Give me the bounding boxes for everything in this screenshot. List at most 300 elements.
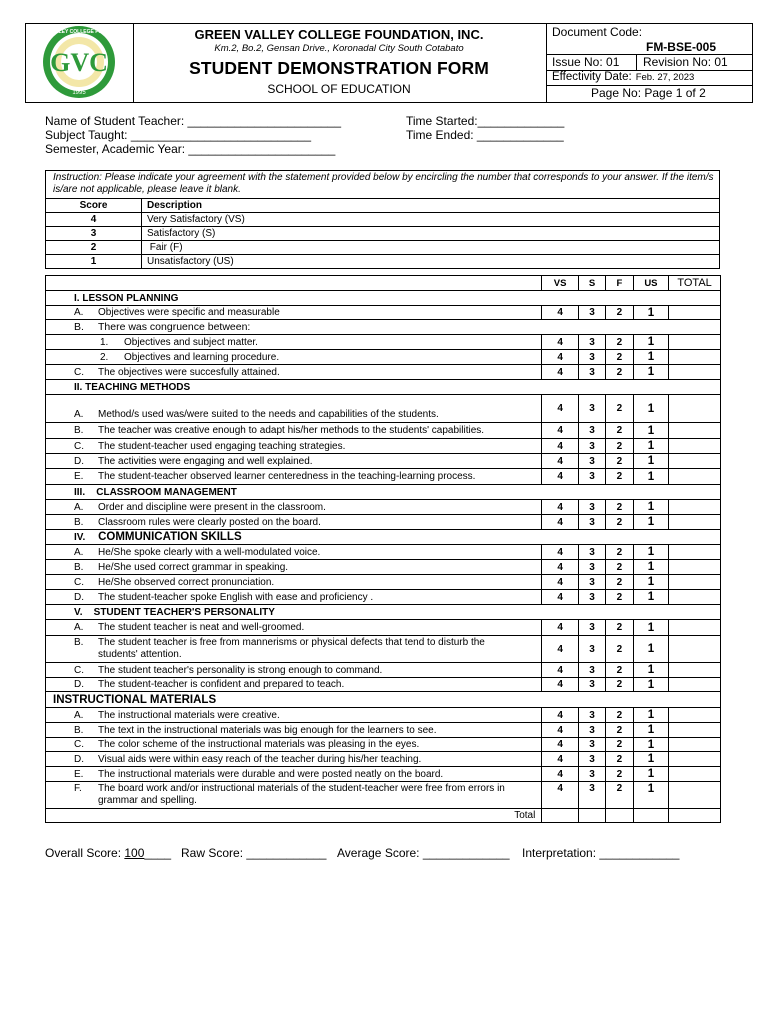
- item-label: The text in the instructional materials was big enough for the learners to see.: [98, 724, 437, 736]
- rating-3[interactable]: 3: [578, 575, 605, 590]
- item-text: [46, 350, 542, 365]
- rating-4[interactable]: 4: [542, 636, 579, 663]
- rating-4[interactable]: 4: [542, 560, 579, 575]
- row-total[interactable]: [669, 575, 721, 590]
- time-ended-field[interactable]: Time Ended: _____________: [406, 128, 564, 142]
- rating-3[interactable]: 3: [578, 423, 605, 439]
- grand-total[interactable]: [669, 809, 721, 823]
- total-vs[interactable]: [542, 809, 579, 823]
- rating-4[interactable]: 4: [542, 782, 579, 809]
- rating-1[interactable]: 1: [633, 439, 669, 454]
- rating-1[interactable]: 1: [633, 636, 669, 663]
- item-label: Objectives were specific and measurable: [98, 307, 280, 318]
- row-total[interactable]: [669, 590, 721, 605]
- item-label: The student-teacher used engaging teaching strategies.: [98, 440, 346, 452]
- scale-score: 2: [46, 241, 142, 254]
- rating-3[interactable]: 3: [578, 620, 605, 636]
- rating-3[interactable]: 3: [578, 439, 605, 454]
- rating-2[interactable]: 2: [606, 767, 633, 782]
- item-text: [46, 590, 542, 605]
- table-header-row: [46, 276, 721, 291]
- section-title: STUDENT TEACHER'S PERSONALITY: [93, 606, 275, 618]
- item-text: [46, 575, 542, 590]
- item-label: The board work and/or instructional materials of the student-teacher were free from errors in grammar and spelling.: [98, 783, 505, 806]
- section-row: [46, 291, 721, 306]
- scale-score: 3: [46, 227, 142, 240]
- item-label: Order and discipline were present in the classroom.: [98, 501, 326, 513]
- rating-2[interactable]: 2: [606, 723, 633, 738]
- rating-3[interactable]: 3: [578, 767, 605, 782]
- rating-2[interactable]: 2: [606, 365, 633, 380]
- rating-1[interactable]: 1: [633, 590, 669, 605]
- rating-2[interactable]: 2: [606, 515, 633, 530]
- row-total[interactable]: [669, 500, 721, 515]
- item-label: The student-teacher observed learner centeredness in the teaching-learning process.: [98, 471, 476, 482]
- row-total[interactable]: [669, 620, 721, 636]
- rating-2[interactable]: 2: [606, 708, 633, 723]
- item-letter: D.: [74, 753, 84, 765]
- item-letter: D.: [74, 455, 84, 467]
- scale-row: [46, 241, 719, 255]
- row-total[interactable]: [669, 423, 721, 439]
- row-total[interactable]: [669, 395, 721, 423]
- doc-code-row: [546, 24, 752, 55]
- rating-3[interactable]: 3: [578, 678, 605, 692]
- row-total[interactable]: [669, 723, 721, 738]
- table-row[interactable]: [46, 395, 721, 423]
- page-number: Page No: Page 1 of 2: [591, 86, 706, 100]
- table-row[interactable]: [46, 306, 721, 320]
- item-letter: E.: [74, 471, 84, 482]
- rating-1[interactable]: 1: [633, 395, 669, 423]
- issue-row: [546, 55, 752, 71]
- header-s: S: [578, 276, 605, 291]
- rating-4[interactable]: 4: [542, 395, 579, 423]
- scale-description: Fair (F): [147, 242, 183, 253]
- rating-1[interactable]: 1: [633, 678, 669, 692]
- rating-1[interactable]: 1: [633, 335, 669, 350]
- rating-2[interactable]: 2: [606, 590, 633, 605]
- rating-4[interactable]: 4: [542, 306, 579, 320]
- rating-3[interactable]: 3: [578, 545, 605, 560]
- rating-3[interactable]: 3: [578, 335, 605, 350]
- row-total[interactable]: [669, 365, 721, 380]
- rating-4[interactable]: 4: [542, 620, 579, 636]
- table-row[interactable]: [46, 678, 721, 692]
- table-row[interactable]: [46, 545, 721, 560]
- rating-2[interactable]: 2: [606, 636, 633, 663]
- item-text: [46, 395, 542, 423]
- row-total[interactable]: [669, 678, 721, 692]
- table-row[interactable]: [46, 620, 721, 636]
- rating-2[interactable]: 2: [606, 575, 633, 590]
- rating-3[interactable]: 3: [578, 515, 605, 530]
- item-text: [46, 560, 542, 575]
- rating-4[interactable]: 4: [542, 575, 579, 590]
- rating-1[interactable]: 1: [633, 575, 669, 590]
- item-label: The teacher was creative enough to adapt his/her methods to the students' capabilities.: [98, 425, 485, 436]
- item-text: [46, 423, 542, 439]
- row-total[interactable]: [669, 439, 721, 454]
- section-row: [46, 605, 721, 620]
- rating-4[interactable]: 4: [542, 469, 579, 485]
- rating-1[interactable]: 1: [633, 515, 669, 530]
- rating-4[interactable]: 4: [542, 454, 579, 469]
- table-row[interactable]: [46, 350, 721, 365]
- table-row[interactable]: [46, 454, 721, 469]
- rating-2[interactable]: 2: [606, 782, 633, 809]
- rating-2[interactable]: 2: [606, 752, 633, 767]
- rating-1[interactable]: 1: [633, 738, 669, 752]
- item-text: [46, 469, 542, 485]
- row-total[interactable]: [669, 515, 721, 530]
- item-text: [46, 782, 542, 809]
- total-us[interactable]: [633, 809, 669, 823]
- row-total[interactable]: [669, 738, 721, 752]
- description-header: Description: [147, 200, 203, 211]
- rating-2[interactable]: 2: [606, 439, 633, 454]
- document-code-box: [546, 23, 753, 103]
- rating-1[interactable]: 1: [633, 767, 669, 782]
- rating-3[interactable]: 3: [578, 708, 605, 723]
- scale-row: [46, 227, 719, 241]
- doc-code-label: Document Code:: [552, 25, 643, 39]
- item-letter: D.: [74, 591, 84, 603]
- overall-score-blank: ____: [144, 846, 172, 860]
- logo-cell: [25, 23, 134, 103]
- scale-score: 4: [46, 213, 142, 226]
- rating-2[interactable]: 2: [606, 395, 633, 423]
- item-text: [46, 678, 542, 692]
- college-logo: [26, 24, 133, 102]
- header-total: TOTAL: [669, 276, 721, 291]
- semester-field[interactable]: Semester, Academic Year: ______________________: [45, 142, 336, 156]
- header-vs: VS: [542, 276, 579, 291]
- item-text: [46, 365, 542, 380]
- rating-3[interactable]: 3: [578, 395, 605, 423]
- rating-4[interactable]: 4: [542, 767, 579, 782]
- item-label: There was congruence between:: [98, 321, 251, 333]
- scale-row: [46, 255, 719, 268]
- rating-4[interactable]: 4: [542, 423, 579, 439]
- average-score-field[interactable]: Average Score: _____________: [337, 846, 510, 860]
- rating-3[interactable]: 3: [578, 500, 605, 515]
- effectivity-row: [546, 71, 752, 86]
- rating-scale-table: [45, 170, 720, 269]
- rating-2[interactable]: 2: [606, 454, 633, 469]
- interpretation-field[interactable]: Interpretation: ____________: [522, 846, 680, 860]
- header-blank: [46, 276, 542, 291]
- form-title: STUDENT DEMONSTRATION FORM: [189, 58, 489, 78]
- table-row[interactable]: [46, 469, 721, 485]
- item-text: [46, 620, 542, 636]
- table-row[interactable]: [46, 335, 721, 350]
- row-total[interactable]: [669, 752, 721, 767]
- section-title-cell: [46, 530, 721, 545]
- item-letter: A.: [74, 709, 84, 721]
- item-label: He/She used correct grammar in speaking.: [98, 561, 289, 573]
- item-letter: B.: [74, 516, 84, 528]
- rating-1[interactable]: 1: [633, 350, 669, 365]
- item-text: [46, 723, 542, 738]
- rating-2[interactable]: 2: [606, 423, 633, 439]
- item-letter: A.: [74, 622, 84, 633]
- college-name: GREEN VALLEY COLLEGE FOUNDATION, INC.: [194, 27, 484, 42]
- row-total[interactable]: [669, 545, 721, 560]
- page-row: [546, 86, 752, 102]
- student-teacher-field[interactable]: Name of Student Teacher: _______________________: [45, 114, 342, 128]
- item-letter: C.: [74, 576, 84, 588]
- item-text: [46, 320, 721, 335]
- rating-1[interactable]: 1: [633, 708, 669, 723]
- rating-3[interactable]: 3: [578, 782, 605, 809]
- item-text: [46, 454, 542, 469]
- total-s[interactable]: [578, 809, 605, 823]
- table-row[interactable]: [46, 782, 721, 809]
- item-letter: C.: [74, 664, 84, 676]
- rating-2[interactable]: 2: [606, 545, 633, 560]
- rating-4[interactable]: 4: [542, 545, 579, 560]
- table-row[interactable]: [46, 500, 721, 515]
- table-row[interactable]: [46, 515, 721, 530]
- row-total[interactable]: [669, 782, 721, 809]
- rating-4[interactable]: 4: [542, 738, 579, 752]
- header-f: F: [606, 276, 633, 291]
- section-number: III.: [74, 486, 86, 498]
- item-letter: B.: [74, 561, 84, 573]
- item-label: The student-teacher spoke English with ease and proficiency .: [98, 591, 374, 603]
- table-row[interactable]: [46, 560, 721, 575]
- evaluation-table: [45, 275, 721, 823]
- item-letter: A.: [74, 501, 84, 513]
- document-header: [25, 23, 754, 103]
- item-text: [46, 335, 542, 350]
- row-total[interactable]: [669, 708, 721, 723]
- rating-1[interactable]: 1: [633, 545, 669, 560]
- row-total[interactable]: [669, 560, 721, 575]
- table-row[interactable]: [46, 752, 721, 767]
- rating-1[interactable]: 1: [633, 782, 669, 809]
- item-text: [46, 545, 542, 560]
- table-row[interactable]: [46, 738, 721, 752]
- issue-number: Issue No: 01: [552, 55, 637, 70]
- row-total[interactable]: [669, 306, 721, 320]
- section-row: [46, 485, 721, 500]
- rating-2[interactable]: 2: [606, 738, 633, 752]
- row-total[interactable]: [669, 454, 721, 469]
- rating-4[interactable]: 4: [542, 365, 579, 380]
- item-label: The student teacher's personality is strong enough to command.: [98, 664, 383, 676]
- row-total[interactable]: [669, 469, 721, 485]
- row-total[interactable]: [669, 636, 721, 663]
- item-label: He/She spoke clearly with a well-modulated voice.: [98, 546, 321, 558]
- item-label: He/She observed correct pronunciation.: [98, 576, 275, 588]
- row-total[interactable]: [669, 663, 721, 678]
- total-f[interactable]: [606, 809, 633, 823]
- item-letter: F.: [74, 783, 82, 794]
- item-letter: A.: [74, 546, 84, 558]
- rating-2[interactable]: 2: [606, 306, 633, 320]
- item-letter: B.: [74, 425, 84, 436]
- item-label: The instructional materials were creative.: [98, 709, 280, 721]
- rating-1[interactable]: 1: [633, 500, 669, 515]
- rating-2[interactable]: 2: [606, 350, 633, 365]
- row-total[interactable]: [669, 767, 721, 782]
- item-label: The color scheme of the instructional materials was pleasing in the eyes.: [98, 739, 420, 750]
- rating-3[interactable]: 3: [578, 365, 605, 380]
- scale-description: Unsatisfactory (US): [147, 256, 234, 267]
- table-row[interactable]: [46, 723, 721, 738]
- overall-score-value: 100: [124, 846, 145, 860]
- rating-4[interactable]: 4: [542, 590, 579, 605]
- item-letter: C.: [74, 739, 84, 750]
- item-text: [46, 500, 542, 515]
- rating-3[interactable]: 3: [578, 454, 605, 469]
- item-letter: B.: [74, 637, 84, 648]
- section-title-cell: [46, 605, 721, 620]
- item-label: The student teacher is neat and well-groomed.: [98, 622, 305, 633]
- rating-4[interactable]: 4: [542, 723, 579, 738]
- table-row[interactable]: [46, 663, 721, 678]
- rating-3[interactable]: 3: [578, 636, 605, 663]
- rating-1[interactable]: 1: [633, 620, 669, 636]
- college-address: Km.2, Bo.2, Gensan Drive., Koronadal City South Cotabato: [214, 43, 464, 54]
- rating-3[interactable]: 3: [578, 723, 605, 738]
- rating-4[interactable]: 4: [542, 439, 579, 454]
- rating-4[interactable]: 4: [542, 752, 579, 767]
- section-title: CLASSROOM MANAGEMENT: [96, 486, 237, 498]
- time-started-field[interactable]: Time Started:_____________: [406, 114, 565, 128]
- instruction-text: Instruction: Please indicate your agreement with the statement provided below by encircling the number that corresponds to your answer. If the item/s is/are not applicable, please leave it blank.: [46, 171, 719, 199]
- raw-score-field[interactable]: Raw Score: ____________: [181, 846, 327, 860]
- scale-description: Satisfactory (S): [147, 228, 216, 239]
- doc-code-value: FM-BSE-005: [645, 40, 716, 54]
- section-title: I. LESSON PLANNING: [46, 291, 721, 306]
- rating-1[interactable]: 1: [633, 454, 669, 469]
- table-row[interactable]: [46, 423, 721, 439]
- item-text: [46, 738, 542, 752]
- item-text: [46, 752, 542, 767]
- table-row[interactable]: [46, 636, 721, 663]
- rating-3[interactable]: 3: [578, 590, 605, 605]
- item-label: Objectives and learning procedure.: [124, 351, 280, 363]
- title-cell: [132, 23, 547, 103]
- table-row: [46, 320, 721, 335]
- item-label: Visual aids were within easy reach of the teacher during his/her teaching.: [98, 753, 422, 765]
- table-row[interactable]: [46, 575, 721, 590]
- item-letter: B.: [74, 321, 84, 333]
- item-text: [46, 515, 542, 530]
- rating-1[interactable]: 1: [633, 663, 669, 678]
- rating-1[interactable]: 1: [633, 306, 669, 320]
- rating-1[interactable]: 1: [633, 469, 669, 485]
- rating-2[interactable]: 2: [606, 678, 633, 692]
- rating-2[interactable]: 2: [606, 663, 633, 678]
- section-title-cell: [46, 485, 721, 500]
- table-row[interactable]: [46, 708, 721, 723]
- rating-3[interactable]: 3: [578, 738, 605, 752]
- revision-number: Revision No: 01: [643, 55, 728, 69]
- rating-4[interactable]: 4: [542, 678, 579, 692]
- item-number: 1.: [100, 336, 109, 348]
- header-us: US: [633, 276, 669, 291]
- logo-year: 1995: [72, 90, 86, 96]
- rating-2[interactable]: 2: [606, 335, 633, 350]
- item-label: Method/s used was/were suited to the needs and capabilities of the students.: [98, 409, 439, 420]
- rating-2[interactable]: 2: [606, 620, 633, 636]
- item-text: [46, 636, 542, 663]
- rating-3[interactable]: 3: [578, 663, 605, 678]
- rating-4[interactable]: 4: [542, 663, 579, 678]
- item-letter: D.: [74, 679, 84, 690]
- rating-1[interactable]: 1: [633, 560, 669, 575]
- row-total[interactable]: [669, 335, 721, 350]
- table-row[interactable]: [46, 439, 721, 454]
- overall-score[interactable]: [45, 846, 171, 860]
- logo-ring-text: GREEN VALLEY COLLEGE FOUNDATION: [29, 29, 129, 35]
- school-name: SCHOOL OF EDUCATION: [267, 82, 411, 96]
- item-letter: B.: [74, 724, 84, 736]
- rating-1[interactable]: 1: [633, 365, 669, 380]
- overall-score-label: Overall Score:: [45, 846, 125, 860]
- rating-3[interactable]: 3: [578, 752, 605, 767]
- item-text: [46, 306, 542, 320]
- total-row: [46, 809, 721, 823]
- rating-4[interactable]: 4: [542, 335, 579, 350]
- item-letter: A.: [74, 409, 84, 420]
- scale-row: [46, 213, 719, 227]
- section-row: [46, 692, 721, 708]
- subject-field[interactable]: Subject Taught: ___________________________: [45, 128, 312, 142]
- rating-1[interactable]: 1: [633, 752, 669, 767]
- item-label: The student teacher is free from mannerisms or physical defects that tend to disturb the students' attention.: [98, 637, 485, 660]
- rating-2[interactable]: 2: [606, 469, 633, 485]
- rating-1[interactable]: 1: [633, 423, 669, 439]
- rating-3[interactable]: 3: [578, 350, 605, 365]
- section-row: [46, 530, 721, 545]
- rating-3[interactable]: 3: [578, 469, 605, 485]
- scale-description: Very Satisfactory (VS): [147, 214, 245, 225]
- table-row[interactable]: [46, 590, 721, 605]
- rating-1[interactable]: 1: [633, 723, 669, 738]
- item-letter: C.: [74, 366, 84, 378]
- rating-3[interactable]: 3: [578, 560, 605, 575]
- item-text: [46, 767, 542, 782]
- total-label: Total: [46, 809, 542, 823]
- section-title: II. TEACHING METHODS: [46, 380, 721, 395]
- score-header: Score: [46, 199, 142, 212]
- row-total[interactable]: [669, 350, 721, 365]
- rating-4[interactable]: 4: [542, 708, 579, 723]
- rating-2[interactable]: 2: [606, 500, 633, 515]
- section-number: V.: [74, 606, 83, 618]
- table-row[interactable]: [46, 365, 721, 380]
- section-title: INSTRUCTIONAL MATERIALS: [46, 692, 721, 708]
- rating-2[interactable]: 2: [606, 560, 633, 575]
- item-letter: C.: [74, 440, 84, 452]
- item-label: The instructional materials were durable and were posted neatly on the board.: [98, 768, 444, 780]
- section-row: [46, 380, 721, 395]
- table-row[interactable]: [46, 767, 721, 782]
- item-label: The activities were engaging and well explained.: [98, 455, 313, 467]
- item-text: [46, 708, 542, 723]
- effectivity: [552, 71, 694, 83]
- scale-score: 1: [46, 255, 142, 268]
- rating-3[interactable]: 3: [578, 306, 605, 320]
- rating-4[interactable]: 4: [542, 515, 579, 530]
- rating-4[interactable]: 4: [542, 350, 579, 365]
- rating-4[interactable]: 4: [542, 500, 579, 515]
